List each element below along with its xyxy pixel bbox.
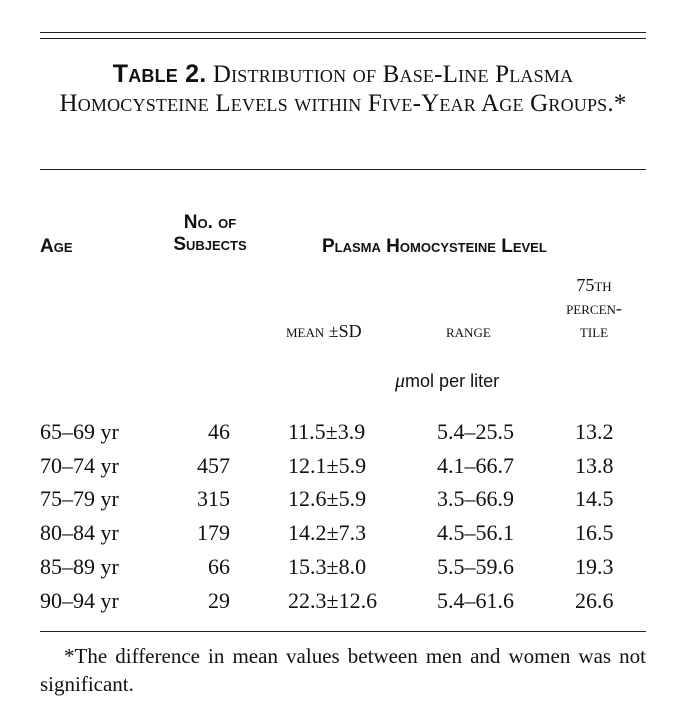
header-age: Age [40,236,73,257]
cell-subjects: 46 [208,419,230,444]
cell-range: 5.4–25.5 [437,419,514,444]
cell-range: 4.5–56.1 [437,520,514,545]
cell-range: 3.5–66.9 [437,486,514,511]
header-p75-line3: tile [579,321,609,341]
table-caption [40,60,646,118]
unit-symbol: μ [395,370,406,392]
table-label: Table 2. [112,60,207,88]
cell-mean-sd: 12.6±5.9 [288,486,367,511]
cell-age: 65–69 yr [40,419,119,444]
header-p75-line1: 75th [576,275,612,295]
header-plasma-level: Plasma Homocysteine Level [322,236,547,257]
cell-age: 85–89 yr [40,554,119,579]
cell-mean-sd: 22.3±12.6 [288,588,378,613]
header-75th-percentile [552,274,636,343]
bottom-rule [40,631,646,632]
cell-subjects: 457 [197,453,230,478]
header-subjects-line1: No. of [183,212,237,233]
cell-age: 90–94 yr [40,588,119,613]
top-rule-1 [40,32,646,33]
cell-subjects: 179 [197,520,230,545]
header-mean-sd: mean ±SD [286,321,362,341]
cell-75th-percentile: 13.8 [575,453,614,478]
top-rule-2 [40,38,646,39]
header-p75-line2: percen- [566,298,622,318]
cell-range: 5.5–59.6 [437,554,514,579]
cell-75th-percentile: 16.5 [575,520,614,545]
cell-mean-sd: 14.2±7.3 [288,520,367,545]
unit-text: mol per liter [405,371,500,391]
header-subjects-line2: Subjects [173,234,247,255]
unit-label [395,370,499,393]
cell-age: 80–84 yr [40,520,119,545]
cell-subjects: 29 [208,588,230,613]
table-row [40,518,646,548]
cell-75th-percentile: 13.2 [575,419,614,444]
table-row [40,417,646,447]
cell-range: 5.4–61.6 [437,588,514,613]
table-row [40,451,646,481]
table-title: Distribution of Base-Line Plasma Homocysteine Levels within Five-Year Age Groups.* [59,61,627,117]
cell-age: 75–79 yr [40,486,119,511]
header-range: range [446,321,491,341]
cell-mean-sd: 11.5±3.9 [288,419,366,444]
cell-mean-sd: 15.3±8.0 [288,554,367,579]
header-subjects [150,212,270,256]
table-row [40,552,646,582]
cell-mean-sd: 12.1±5.9 [288,453,367,478]
cell-75th-percentile: 14.5 [575,486,614,511]
cell-75th-percentile: 19.3 [575,554,614,579]
caption-rule [40,169,646,170]
cell-subjects: 66 [208,554,230,579]
cell-75th-percentile: 26.6 [575,588,614,613]
table-footnote: *The difference in mean values between men and women was not significant. [40,644,646,696]
cell-age: 70–74 yr [40,453,119,478]
cell-range: 4.1–66.7 [437,453,514,478]
cell-subjects: 315 [197,486,230,511]
table-row [40,586,646,616]
table-row [40,484,646,514]
